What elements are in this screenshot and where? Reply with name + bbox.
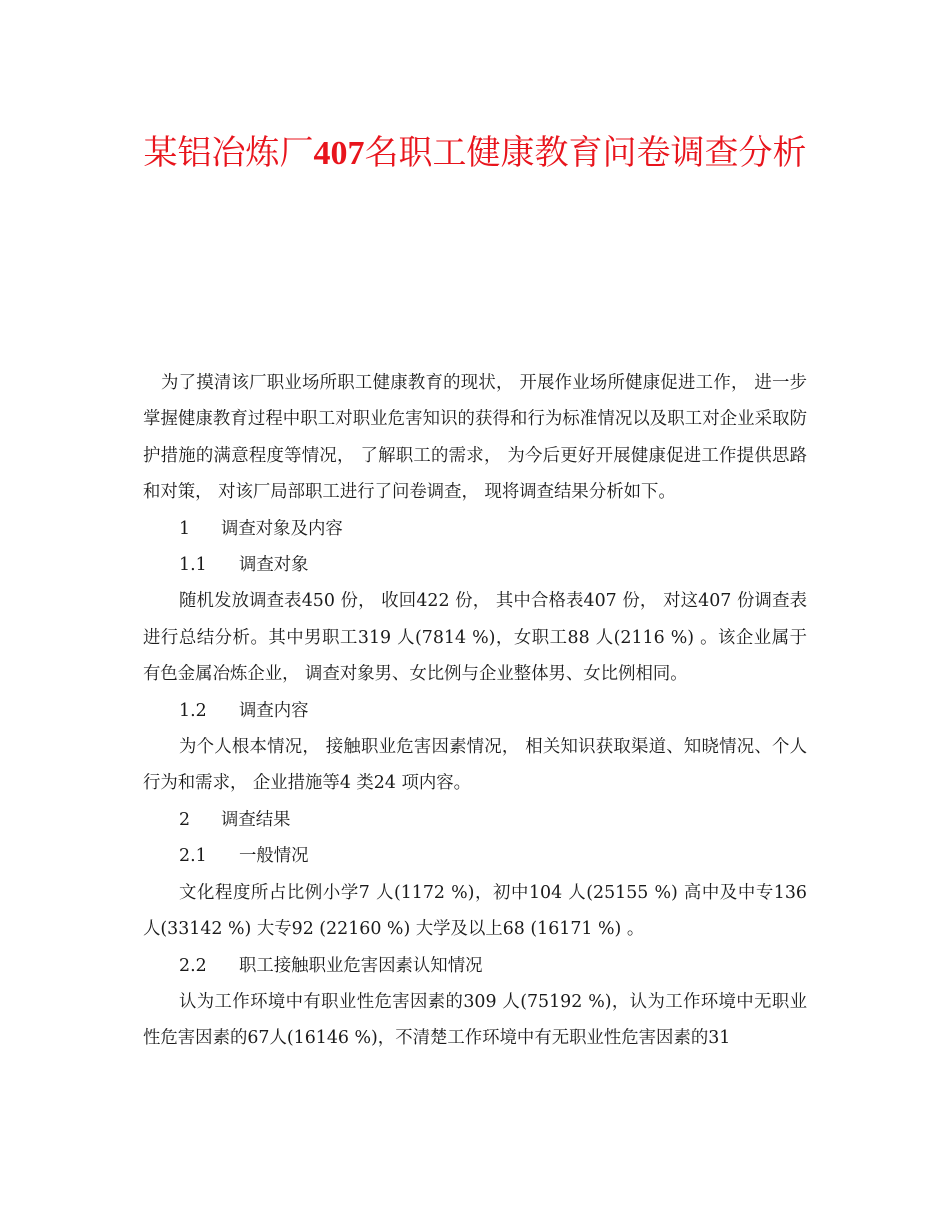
section-heading-1-2: 1.2 调查内容 [179, 700, 309, 721]
section-heading-2-2: 2.2 职工接触职业危害因素认知情况 [179, 955, 483, 976]
title-part1: 某铝冶炼厂 [143, 133, 314, 173]
intro-paragraph: 为了摸清该厂职业场所职工健康教育的现状， 开展作业场所健康促进工作， 进一步掌握健康教育过程中职工对职业危害知识的获得和行为标准情况以及职工对企业采取防护措施的满意程度等情况， 了解职工的需求， 为今后更好开展健康促进工作提供思路和对策， 对该厂局部职工进行了问卷调查， 现将调查结果分析如下。 [143, 373, 807, 503]
title-number: 407 [313, 135, 365, 172]
section-text-2-2: 认为工作环境中有职业性危害因素的309 人(75192 %)，认为工作环境中无职业性危害因素的67人(16146 %)，不清楚工作环境中有无职业性危害因素的31 [143, 991, 807, 1049]
section-text-2-1: 文化程度所占比例小学7 人(1172 %)，初中104 人(25155 %) 高中及中专136 人(33142 %) 大专92 (22160 %) 大学及以上68 (16171 %) 。 [143, 882, 807, 940]
section-heading-1-1: 1.1 调查对象 [179, 555, 309, 576]
section-text-1-2: 为个人根本情况， 接触职业危害因素情况， 相关知识获取渠道、知晓情况、个人行为和需求， 企业措施等4 类24 项内容。 [143, 737, 807, 794]
section-heading-2-1: 2.1 一般情况 [179, 846, 309, 867]
section-text-1-1: 随机发放调查表450 份， 收回422 份， 其中合格表407 份， 对这407 份调查表进行总结分析。其中男职工319 人(7814 %)，女职工88 人(2116 %) 。该企业属于有色金属冶炼企业， 调查对象男、女比例与企业整体男、女比例相同。 [143, 591, 807, 685]
section-heading-1: 1 调查对象及内容 [179, 518, 343, 539]
document-body [143, 365, 807, 1057]
section-heading-2: 2 调查结果 [179, 809, 291, 830]
document-title [140, 128, 810, 179]
title-part2: 名职工健康教育问卷调查分析 [364, 133, 807, 173]
